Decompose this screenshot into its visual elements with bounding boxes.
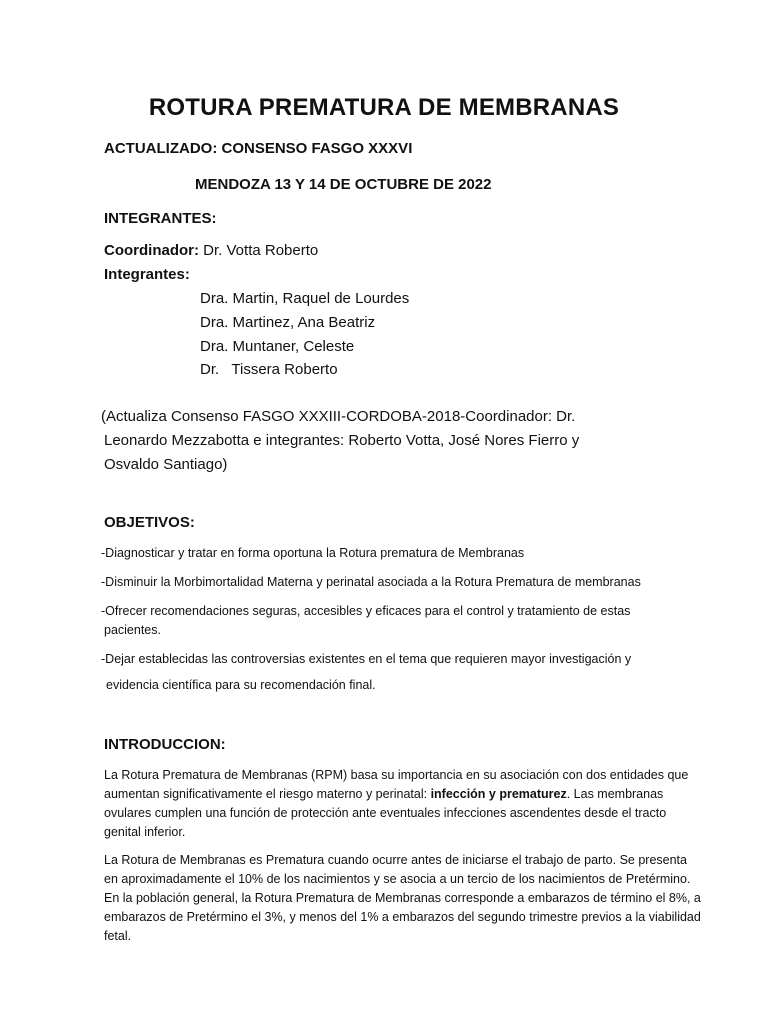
intro-p1-emphasis: infección y prematurez: [430, 787, 567, 801]
member-item: Dr. Tissera Roberto: [200, 361, 338, 378]
objetivo-item: -Diagnosticar y tratar en forma oportuna la Rotura prematura de Membranas: [101, 546, 525, 560]
member-item: Dra. Muntaner, Celeste: [200, 338, 355, 355]
coordinator-name: Dr. Votta Roberto: [203, 242, 319, 259]
member-item: Dra. Martin, Raquel de Lourdes: [200, 290, 410, 307]
coordinator-label: Coordinador:: [104, 242, 199, 259]
intro-p2-text: La Rotura de Membranas es Prematura cuando ocurre antes de iniciarse el trabajo de parto. Se presenta en aproximadamente el 10% de los nacimientos y se asocia a un tercio de los nacimientos de Pretérmino. En la población general, la Rotura Prematura de Membranas corresponde a embarazos de término el 8%, a embarazos de Pretérmino el 3%, y menos del 1% a embarazos del segundo trimestre previos a la viabilidad fetal.: [104, 853, 701, 943]
update-note-line-2: Leonardo Mezzabotta e integrantes: Roberto Votta, José Nores Fierro y: [104, 432, 580, 449]
members-label: Integrantes:: [104, 266, 190, 283]
location-date: MENDOZA 13 Y 14 DE OCTUBRE DE 2022: [195, 176, 492, 193]
update-note-line-3: Osvaldo Santiago): [104, 456, 228, 473]
intro-paragraph-2: [104, 851, 704, 946]
intro-paragraph-1: [104, 766, 704, 842]
integrantes-heading: INTEGRANTES:: [104, 210, 217, 227]
intro-p1-text-c: . Las membranas ovulares cumplen una función de protección ante eventuales infecciones ascendentes desde el tracto genital inferior.: [104, 787, 667, 839]
objetivo-item: -Ofrecer recomendaciones seguras, accesibles y eficaces para el control y tratamiento de estas: [101, 604, 631, 618]
intro-p1-text-a: La Rotura Prematura de Membranas (RPM) basa su importancia en su asociación con dos entidades que aumentan significativamente el riesgo materno y perinatal:: [104, 768, 689, 801]
member-item: Dra. Martinez, Ana Beatriz: [200, 314, 376, 331]
objetivo-item: -Disminuir la Morbimortalidad Materna y perinatal asociada a la Rotura Prematura de membranas: [101, 575, 641, 589]
objetivo-item: -Dejar establecidas las controversias existentes en el tema que requieren mayor investigación y: [101, 652, 632, 666]
update-note-line-1: (Actualiza Consenso FASGO XXXIII-CORDOBA-2018-Coordinador: Dr.: [101, 408, 576, 425]
updated-line: ACTUALIZADO: CONSENSO FASGO XXXVI: [104, 140, 413, 157]
objetivo-item-cont: evidencia científica para su recomendación final.: [106, 678, 376, 692]
introduccion-heading: INTRODUCCION:: [104, 736, 226, 753]
document-title: ROTURA PREMATURA DE MEMBRANAS: [148, 94, 620, 121]
objetivo-item-cont: pacientes.: [104, 623, 161, 637]
objetivos-heading: OBJETIVOS:: [104, 514, 195, 531]
coordinator-line: [104, 242, 318, 259]
